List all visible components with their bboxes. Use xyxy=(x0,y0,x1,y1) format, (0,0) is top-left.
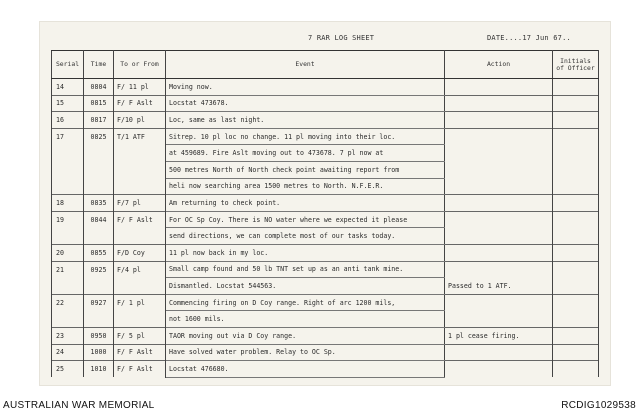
cell-event: Dismantled. Locstat 544563. xyxy=(166,278,445,295)
cell-to-from: F/7 pl xyxy=(114,195,166,212)
table-row xyxy=(52,244,599,261)
log-table xyxy=(51,50,599,378)
cell-action xyxy=(445,161,553,178)
cell-action xyxy=(445,261,553,278)
table-row xyxy=(52,145,599,162)
table-row xyxy=(52,128,599,145)
cell-time xyxy=(84,228,114,245)
table-row xyxy=(52,79,599,96)
table-header-row xyxy=(52,51,599,79)
cell-to-from: F/10 pl xyxy=(114,112,166,129)
cell-initials xyxy=(553,244,599,261)
cell-initials xyxy=(553,294,599,311)
cell-initials xyxy=(553,145,599,162)
cell-initials xyxy=(553,344,599,361)
cell-event: Have solved water problem. Relay to OC Sp. xyxy=(166,344,445,361)
cell-action xyxy=(445,95,553,112)
cell-event: Locstat 473678. xyxy=(166,95,445,112)
table-row xyxy=(52,178,599,195)
cell-action xyxy=(445,195,553,212)
cell-serial xyxy=(52,178,84,195)
cell-action xyxy=(445,244,553,261)
cell-event: For OC Sp Coy. There is NO water where we expected it please xyxy=(166,211,445,228)
cell-time: 0825 xyxy=(84,128,114,145)
table-row xyxy=(52,95,599,112)
table-row xyxy=(52,294,599,311)
cell-serial: 14 xyxy=(52,79,84,96)
cell-to-from: F/ 1 pl xyxy=(114,294,166,311)
cell-time: 0950 xyxy=(84,327,114,344)
cell-initials xyxy=(553,195,599,212)
cell-serial: 15 xyxy=(52,95,84,112)
cell-to-from xyxy=(114,311,166,328)
cell-action xyxy=(445,211,553,228)
cell-to-from xyxy=(114,278,166,295)
cell-time: 0804 xyxy=(84,79,114,96)
cell-time: 0855 xyxy=(84,244,114,261)
cell-time: 1010 xyxy=(84,361,114,378)
cell-initials xyxy=(553,211,599,228)
cell-action: 1 pl cease firing. xyxy=(445,327,553,344)
cell-serial xyxy=(52,311,84,328)
cell-to-from: F/4 pl xyxy=(114,261,166,278)
cell-initials xyxy=(553,79,599,96)
cell-event: 11 pl now back in my loc. xyxy=(166,244,445,261)
cell-action: Passed to 1 ATF. xyxy=(445,278,553,295)
cell-serial: 22 xyxy=(52,294,84,311)
cell-to-from xyxy=(114,228,166,245)
cell-time xyxy=(84,278,114,295)
date-label: DATE.... xyxy=(487,34,523,42)
cell-initials xyxy=(553,128,599,145)
cell-serial: 16 xyxy=(52,112,84,129)
cell-time xyxy=(84,311,114,328)
cell-action xyxy=(445,128,553,145)
cell-action xyxy=(445,79,553,96)
cell-initials xyxy=(553,178,599,195)
cell-action xyxy=(445,344,553,361)
sheet-title: 7 RAR LOG SHEET xyxy=(308,34,375,42)
cell-serial: 24 xyxy=(52,344,84,361)
cell-serial: 18 xyxy=(52,195,84,212)
archive-id: RCDIG1029538 xyxy=(561,400,636,411)
cell-time: 0925 xyxy=(84,261,114,278)
cell-to-from: F/ F Aslt xyxy=(114,95,166,112)
cell-time xyxy=(84,178,114,195)
cell-serial xyxy=(52,228,84,245)
table-row xyxy=(52,161,599,178)
cell-to-from: F/ F Aslt xyxy=(114,344,166,361)
cell-event: Commencing firing on D Coy range. Right of arc 1200 mils, xyxy=(166,294,445,311)
cell-event: TAOR moving out via D Coy range. xyxy=(166,327,445,344)
col-time: Time xyxy=(84,51,114,79)
cell-to-from: F/ 11 pl xyxy=(114,79,166,96)
sheet-date xyxy=(487,34,571,42)
cell-event: at 459689. Fire Aslt moving out to 473678. 7 pl now at xyxy=(166,145,445,162)
cell-action xyxy=(445,228,553,245)
cell-event: send directions, we can complete most of our tasks today. xyxy=(166,228,445,245)
table-row xyxy=(52,311,599,328)
col-action: Action xyxy=(445,51,553,79)
cell-to-from: F/ 5 pl xyxy=(114,327,166,344)
cell-event: Moving now. xyxy=(166,79,445,96)
col-serial: Serial xyxy=(52,51,84,79)
cell-initials xyxy=(553,261,599,278)
cell-initials xyxy=(553,327,599,344)
cell-event: 500 metres North of North check point awaiting report from xyxy=(166,161,445,178)
date-value: 17 Jun 67 xyxy=(522,34,563,42)
col-to-from: To or From xyxy=(114,51,166,79)
cell-event: Am returning to check point. xyxy=(166,195,445,212)
cell-action xyxy=(445,112,553,129)
cell-action xyxy=(445,311,553,328)
archive-label: AUSTRALIAN WAR MEMORIAL xyxy=(3,400,155,411)
cell-initials xyxy=(553,311,599,328)
cell-serial: 23 xyxy=(52,327,84,344)
table-body xyxy=(52,79,599,378)
date-suffix: .. xyxy=(562,34,571,42)
table-row xyxy=(52,112,599,129)
cell-serial: 21 xyxy=(52,261,84,278)
table-row xyxy=(52,261,599,278)
cell-time xyxy=(84,161,114,178)
cell-serial: 17 xyxy=(52,128,84,145)
cell-initials xyxy=(553,361,599,378)
cell-time: 0844 xyxy=(84,211,114,228)
cell-action xyxy=(445,145,553,162)
cell-serial: 19 xyxy=(52,211,84,228)
cell-serial: 25 xyxy=(52,361,84,378)
cell-initials xyxy=(553,228,599,245)
cell-initials xyxy=(553,161,599,178)
cell-time: 0835 xyxy=(84,195,114,212)
cell-serial xyxy=(52,278,84,295)
cell-serial xyxy=(52,145,84,162)
cell-action xyxy=(445,178,553,195)
table-row xyxy=(52,327,599,344)
cell-to-from xyxy=(114,145,166,162)
cell-event: Small camp found and 50 lb TNT set up as an anti tank mine. xyxy=(166,261,445,278)
cell-time: 1000 xyxy=(84,344,114,361)
cell-to-from: F/D Coy xyxy=(114,244,166,261)
table-row xyxy=(52,228,599,245)
cell-time: 0815 xyxy=(84,95,114,112)
cell-initials xyxy=(553,278,599,295)
table-row xyxy=(52,361,599,378)
cell-action xyxy=(445,361,553,378)
cell-initials xyxy=(553,112,599,129)
cell-to-from: F/ F Aslt xyxy=(114,211,166,228)
table-row xyxy=(52,344,599,361)
table-row xyxy=(52,278,599,295)
cell-event: Locstat 476680. xyxy=(166,361,445,378)
cell-initials xyxy=(553,95,599,112)
cell-to-from: F/ F Aslt xyxy=(114,361,166,378)
cell-serial: 20 xyxy=(52,244,84,261)
cell-time: 0817 xyxy=(84,112,114,129)
cell-serial xyxy=(52,161,84,178)
cell-event: heli now searching area 1500 metres to North. N.F.E.R. xyxy=(166,178,445,195)
cell-time xyxy=(84,145,114,162)
cell-to-from xyxy=(114,161,166,178)
cell-event: Sitrep. 10 pl loc no change. 11 pl moving into their loc. xyxy=(166,128,445,145)
log-sheet xyxy=(40,22,610,385)
col-event: Event xyxy=(166,51,445,79)
cell-to-from xyxy=(114,178,166,195)
col-initials: Initials of Officer xyxy=(553,51,599,79)
cell-time: 0927 xyxy=(84,294,114,311)
cell-to-from: T/1 ATF xyxy=(114,128,166,145)
cell-event: not 1600 mils. xyxy=(166,311,445,328)
cell-action xyxy=(445,294,553,311)
cell-event: Loc, same as last night. xyxy=(166,112,445,129)
table-row xyxy=(52,195,599,212)
table-row xyxy=(52,211,599,228)
